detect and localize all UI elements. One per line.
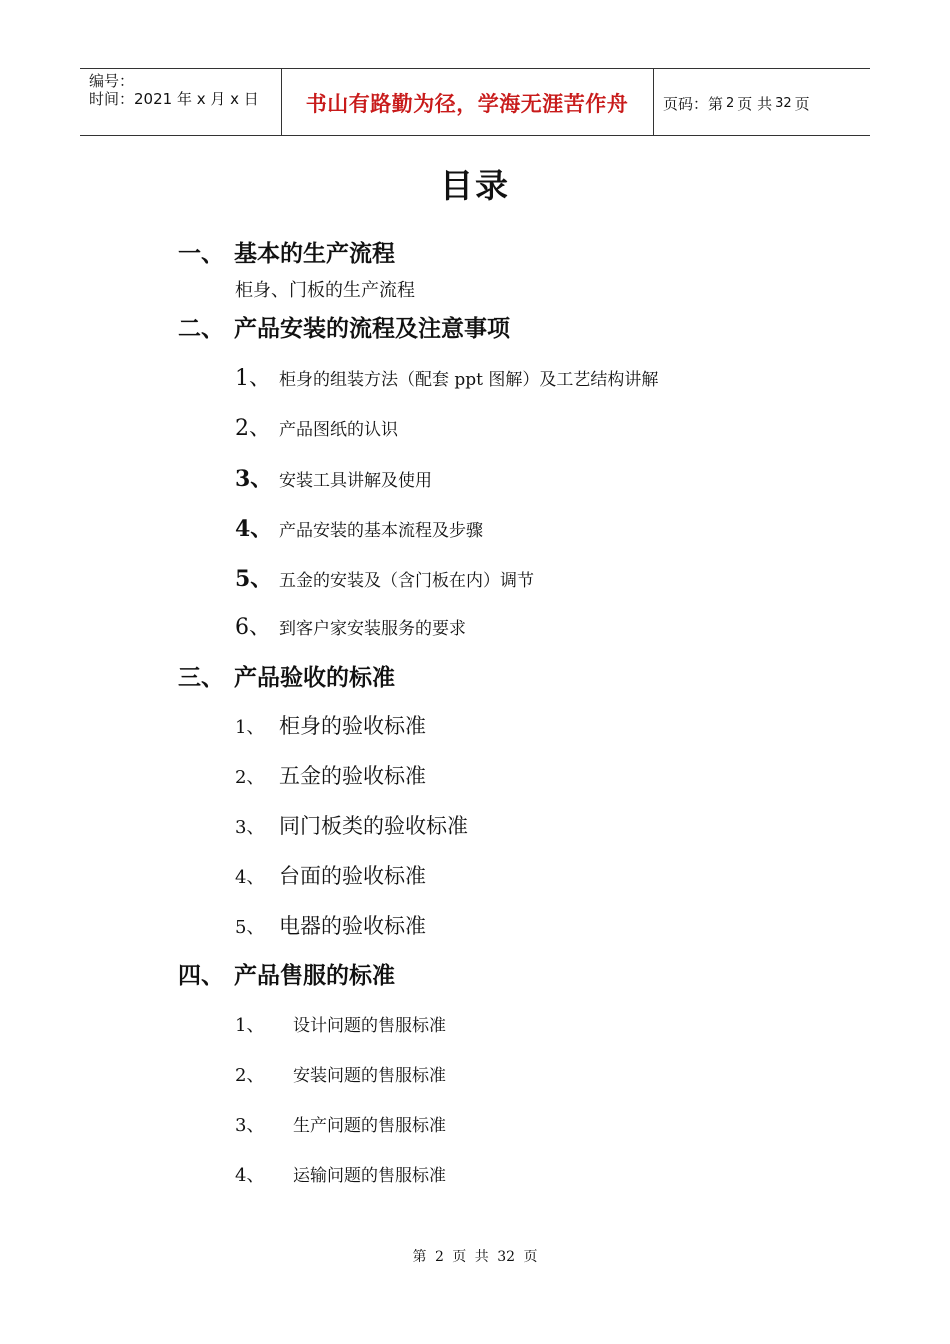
header-divider [653, 69, 654, 135]
item-number: 3、 [235, 466, 273, 492]
item-text: 安装问题的售服标准 [293, 1066, 446, 1086]
list-item [235, 712, 426, 742]
item-text: 同门板类的验收标准 [279, 814, 468, 838]
item-number: 5、 [235, 917, 265, 938]
item-number: 2、 [235, 1065, 265, 1086]
header-page-info [663, 69, 810, 137]
list-item [235, 812, 468, 842]
item-number: 4、 [235, 1165, 265, 1186]
page-header [80, 68, 870, 136]
page-prefix: 页码：第 [663, 94, 724, 113]
item-number: 1、 [235, 366, 271, 391]
item-text: 产品图纸的认识 [279, 420, 398, 440]
list-item [235, 465, 432, 495]
item-number: 2、 [235, 416, 271, 441]
section-subtitle: 柜身、门板的生产流程 [235, 280, 415, 301]
item-text: 运输问题的售服标准 [293, 1166, 446, 1186]
item-text: 安装工具讲解及使用 [279, 471, 432, 491]
list-item [235, 1062, 446, 1090]
page-mid: 页 共 [737, 94, 773, 113]
item-number: 3、 [235, 817, 265, 838]
section-title: 产品安装的流程及注意事项 [234, 316, 510, 342]
header-number-label: 编号： [89, 72, 135, 90]
header-motto: 书山有路勤为径，学海无涯苦作舟 [305, 92, 629, 116]
header-meta [89, 72, 259, 108]
list-item [235, 1112, 446, 1140]
page-total: 32 [775, 95, 792, 111]
item-number: 4、 [235, 867, 265, 888]
page-number: 2 [726, 95, 735, 111]
section-heading [178, 663, 395, 693]
section-number: 三、 [178, 665, 224, 691]
list-item [235, 415, 398, 444]
item-number: 4、 [235, 516, 273, 542]
section-title: 产品验收的标准 [234, 665, 395, 691]
item-text: 产品安装的基本流程及步骤 [279, 521, 483, 541]
page-footer: 第 2 页 共 32 页 [412, 1249, 538, 1265]
list-item [235, 365, 658, 394]
list-item [235, 515, 483, 545]
section-heading [178, 314, 510, 344]
item-number: 1、 [235, 717, 265, 738]
item-text: 柜身的组装方法（配套 ppt 图解）及工艺结构讲解 [279, 370, 659, 390]
section-number: 一、 [178, 241, 224, 267]
section-heading [178, 961, 395, 991]
list-item [235, 1012, 446, 1040]
section-title: 产品售服的标准 [234, 963, 395, 989]
list-item [235, 762, 426, 792]
item-number: 3、 [235, 1115, 265, 1136]
page-suffix: 页 [794, 94, 810, 113]
list-item [235, 862, 426, 892]
item-number: 2、 [235, 767, 265, 788]
item-text: 五金的安装及（含门板在内）调节 [279, 571, 534, 591]
list-item [235, 912, 426, 942]
section-number: 四、 [178, 963, 224, 989]
item-text: 五金的验收标准 [279, 764, 426, 788]
section-heading [178, 239, 395, 269]
item-text: 台面的验收标准 [279, 864, 426, 888]
item-number: 5、 [235, 566, 273, 592]
item-number: 1、 [235, 1015, 265, 1036]
item-text: 到客户家安装服务的要求 [279, 619, 466, 639]
item-number: 6、 [235, 615, 271, 640]
section-title: 基本的生产流程 [234, 241, 395, 267]
item-text: 柜身的验收标准 [279, 714, 426, 738]
list-item [235, 614, 466, 643]
header-date-label: 时间：2021 年 x 月 x 日 [89, 90, 259, 108]
item-text: 电器的验收标准 [279, 914, 426, 938]
list-item [235, 565, 534, 595]
document-title: 目录 [440, 166, 510, 205]
item-text: 设计问题的售服标准 [293, 1016, 446, 1036]
item-text: 生产问题的售服标准 [293, 1116, 446, 1136]
section-number: 二、 [178, 316, 224, 342]
list-item [235, 1162, 446, 1190]
